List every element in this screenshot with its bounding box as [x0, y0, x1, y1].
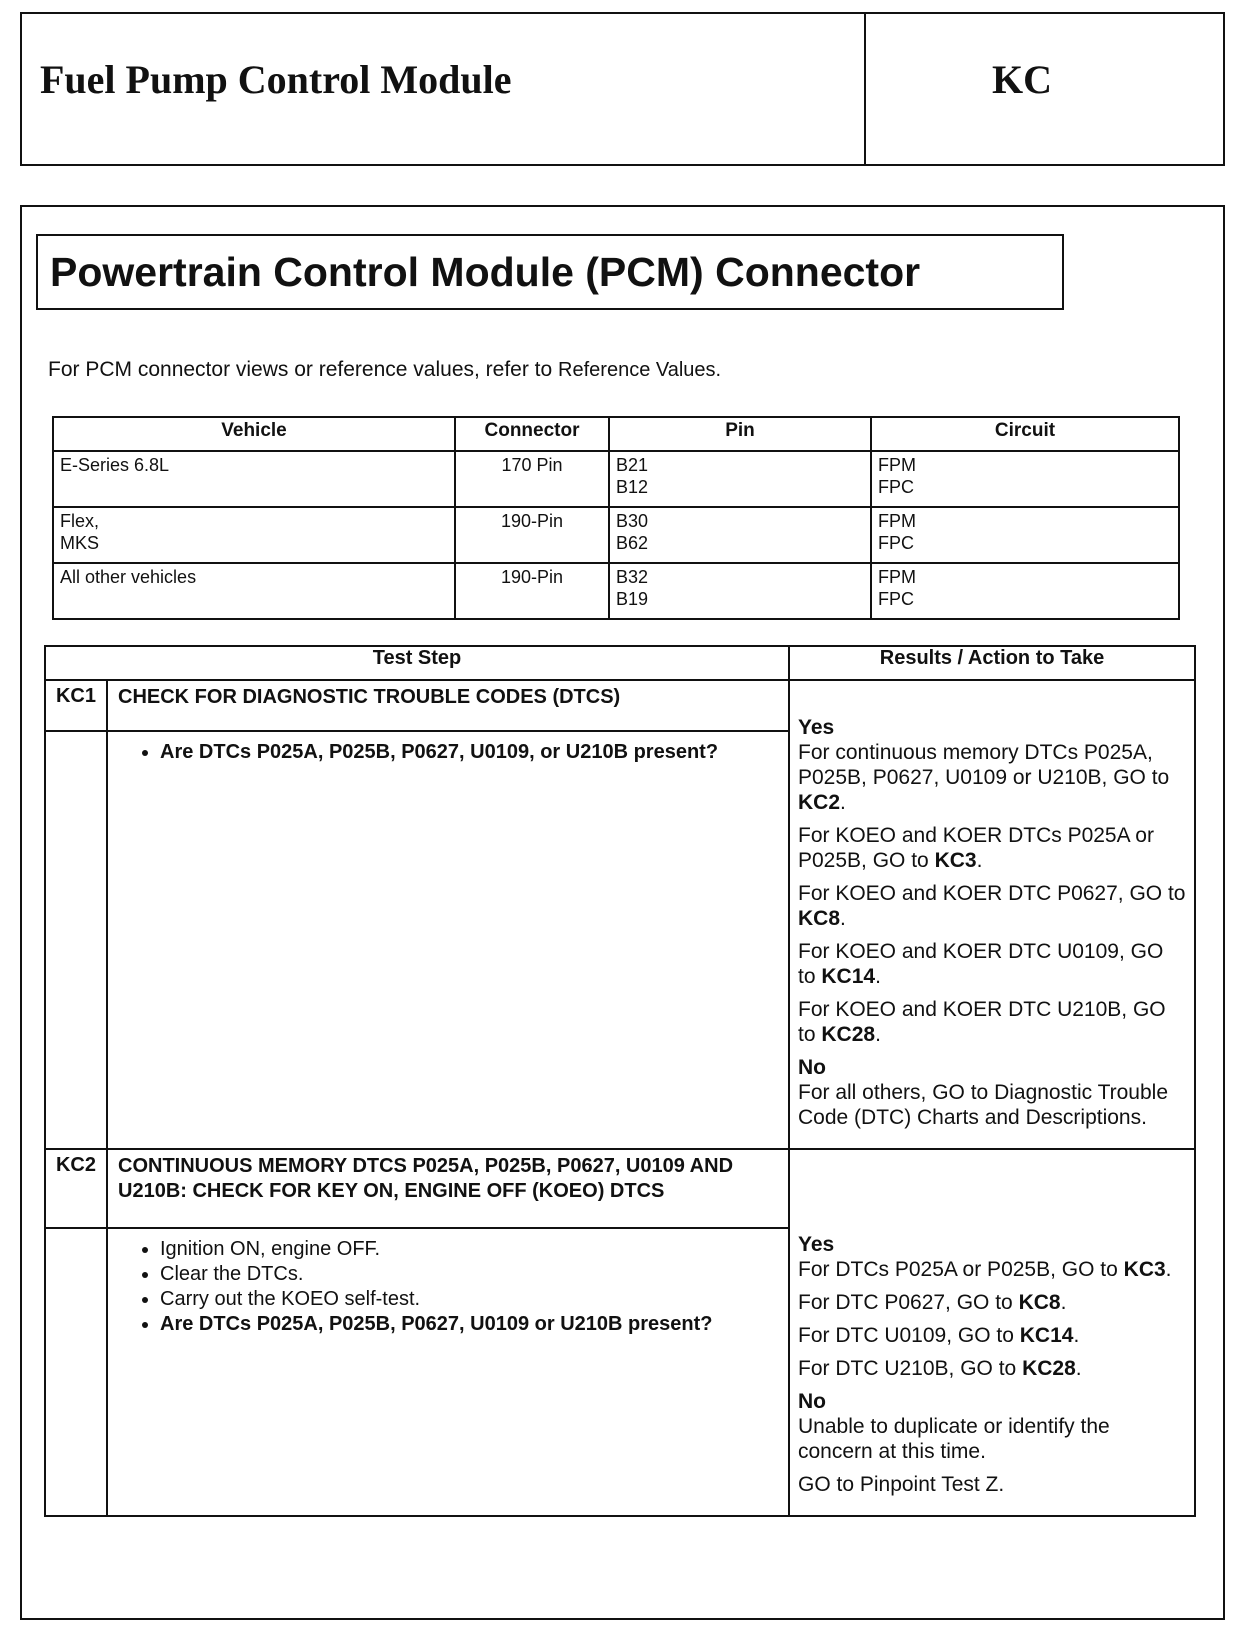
- circuit-cell: [871, 451, 1179, 507]
- step-title-row: [45, 1149, 1195, 1228]
- connector-cell: 190-Pin: [455, 507, 609, 563]
- circuit-line: FPM: [878, 511, 916, 531]
- no-label: No: [798, 1390, 826, 1413]
- pin-line: B30: [616, 511, 649, 531]
- connector-cell: 190-Pin: [455, 563, 609, 619]
- circuit-line: FPM: [878, 567, 916, 587]
- result-item: For KOEO and KOER DTC P0627, GO to KC8.: [798, 882, 1186, 930]
- yes-label: Yes: [798, 716, 835, 739]
- step-id: KC1: [45, 680, 107, 731]
- result-text: For DTCs P025A or P025B, GO to: [798, 1258, 1118, 1281]
- result-text: For DTC U0109, GO to: [798, 1324, 1014, 1347]
- result-text: For continuous memory DTCs P025A, P025B, P0627, U0109 or U210B, GO to: [798, 741, 1170, 789]
- step-list: [128, 740, 778, 765]
- test-step-table: [44, 645, 1196, 1517]
- circuit-cell: [871, 563, 1179, 619]
- result-item: For KOEO and KOER DTCs P025A or P025B, GO to KC3.: [798, 824, 1154, 872]
- yes-label: Yes: [798, 1233, 835, 1256]
- header-divider: [864, 14, 866, 164]
- table-row: [53, 507, 1179, 563]
- step-question: • Are DTCs P025A, P025B, P0627, U0109 or U210B present?: [160, 1312, 778, 1337]
- pin-line: B62: [616, 533, 649, 553]
- vehicle-line: E-Series 6.8L: [60, 455, 170, 475]
- intro-text-body: For PCM connector views or reference values, refer to: [48, 358, 553, 381]
- pin-cell: [609, 563, 871, 619]
- vehicle-cell: [53, 507, 455, 563]
- goto-link[interactable]: KC28: [1022, 1357, 1076, 1380]
- result-item: For DTC U210B, GO to KC28.: [798, 1357, 1082, 1380]
- col-connector: Connector: [455, 417, 609, 451]
- no-label: No: [798, 1056, 826, 1079]
- header-title: Fuel Pump Control Module: [40, 57, 512, 102]
- result-text: For KOEO and KOER DTCs P025A or P025B, GO to: [798, 824, 1154, 872]
- circuit-line: FPC: [878, 533, 914, 553]
- circuit-line: FPC: [878, 589, 914, 609]
- result-item: For DTC U0109, GO to KC14.: [798, 1324, 1080, 1347]
- connector-cell: 170 Pin: [455, 451, 609, 507]
- step-title-row: [45, 680, 1195, 731]
- goto-link[interactable]: KC8: [798, 907, 841, 930]
- goto-link[interactable]: KC14: [821, 965, 876, 988]
- goto-link[interactable]: KC3: [934, 849, 977, 872]
- step-item: • Ignition ON, engine OFF.: [160, 1237, 778, 1262]
- reference-values-link[interactable]: Reference Values.: [558, 359, 722, 381]
- col-pin: Pin: [609, 417, 871, 451]
- step-body: [107, 1228, 789, 1516]
- vehicle-line: MKS: [60, 533, 100, 553]
- goto-link[interactable]: KC28: [821, 1023, 876, 1046]
- result-item: GO to Pinpoint Test Z.: [798, 1473, 1005, 1496]
- step-list: [128, 1237, 778, 1337]
- pin-line: B19: [616, 589, 649, 609]
- col-test-step: Test Step: [45, 646, 789, 680]
- goto-link[interactable]: KC3: [1123, 1258, 1166, 1281]
- vehicle-line: All other vehicles: [60, 567, 197, 587]
- step-title: CHECK FOR DIAGNOSTIC TROUBLE CODES (DTCS): [107, 680, 789, 731]
- circuit-line: FPM: [878, 455, 916, 475]
- pin-line: B12: [616, 477, 649, 497]
- pin-line: B21: [616, 455, 649, 475]
- goto-link[interactable]: KC2: [798, 791, 841, 814]
- step-body: [107, 731, 789, 1149]
- connector-table-header: [53, 417, 1179, 451]
- test-table-header: [45, 646, 1195, 680]
- circuit-cell: [871, 507, 1179, 563]
- step-id-spacer: [45, 1228, 107, 1516]
- step-item: • Clear the DTCs.: [160, 1262, 778, 1287]
- result-item: For KOEO and KOER DTC U210B, GO to KC28.: [798, 998, 1166, 1046]
- result-text: For DTC P0627, GO to: [798, 1291, 1013, 1314]
- result-item: For DTC P0627, GO to KC8.: [798, 1291, 1067, 1314]
- vehicle-line: Flex,: [60, 511, 100, 531]
- step-title: CONTINUOUS MEMORY DTCS P025A, P025B, P0627, U0109 AND U210B: CHECK FOR KEY ON, ENGINE OFF (KOEO) DTCS: [107, 1149, 789, 1228]
- vehicle-cell: [53, 451, 455, 507]
- step-id-spacer: [45, 731, 107, 1149]
- goto-link[interactable]: KC8: [1018, 1291, 1061, 1314]
- vehicle-cell: [53, 563, 455, 619]
- col-vehicle: Vehicle: [53, 417, 455, 451]
- pin-cell: [609, 451, 871, 507]
- pin-line: B32: [616, 567, 649, 587]
- step-id: KC2: [45, 1149, 107, 1228]
- result-text: For KOEO and KOER DTC U0109, GO to: [798, 940, 1164, 988]
- result-item: For continuous memory DTCs P025A, P025B, P0627, U0109 or U210B, GO to KC2.: [798, 741, 1170, 814]
- pin-cell: [609, 507, 871, 563]
- result-text: For DTC U210B, GO to: [798, 1357, 1017, 1380]
- goto-link[interactable]: KC14: [1019, 1324, 1074, 1347]
- step-item: • Carry out the KOEO self-test.: [160, 1287, 778, 1312]
- intro-text: [48, 358, 721, 382]
- result-item: Unable to duplicate or identify the concern at this time.: [798, 1415, 1110, 1463]
- header-code: KC: [992, 57, 1052, 102]
- table-row: [53, 563, 1179, 619]
- result-item: For DTCs P025A or P025B, GO to KC3.: [798, 1258, 1172, 1281]
- result-item: For KOEO and KOER DTC U0109, GO to KC14.: [798, 940, 1164, 988]
- col-results: Results / Action to Take: [789, 646, 1195, 680]
- step-question: • Are DTCs P025A, P025B, P0627, U0109, or U210B present?: [160, 740, 778, 765]
- table-row: [53, 451, 1179, 507]
- col-circuit: Circuit: [871, 417, 1179, 451]
- result-text: For KOEO and KOER DTC U210B, GO to: [798, 998, 1166, 1046]
- results-cell: [789, 1149, 1195, 1516]
- connector-table: [52, 416, 1180, 620]
- result-text: For KOEO and KOER DTC P0627, GO to: [798, 882, 1186, 905]
- circuit-line: FPC: [878, 477, 914, 497]
- section-title: Powertrain Control Module (PCM) Connector: [36, 234, 1064, 310]
- results-cell: [789, 680, 1195, 1149]
- result-item: For all others, GO to Diagnostic Trouble Code (DTC) Charts and Descriptions.: [798, 1081, 1168, 1129]
